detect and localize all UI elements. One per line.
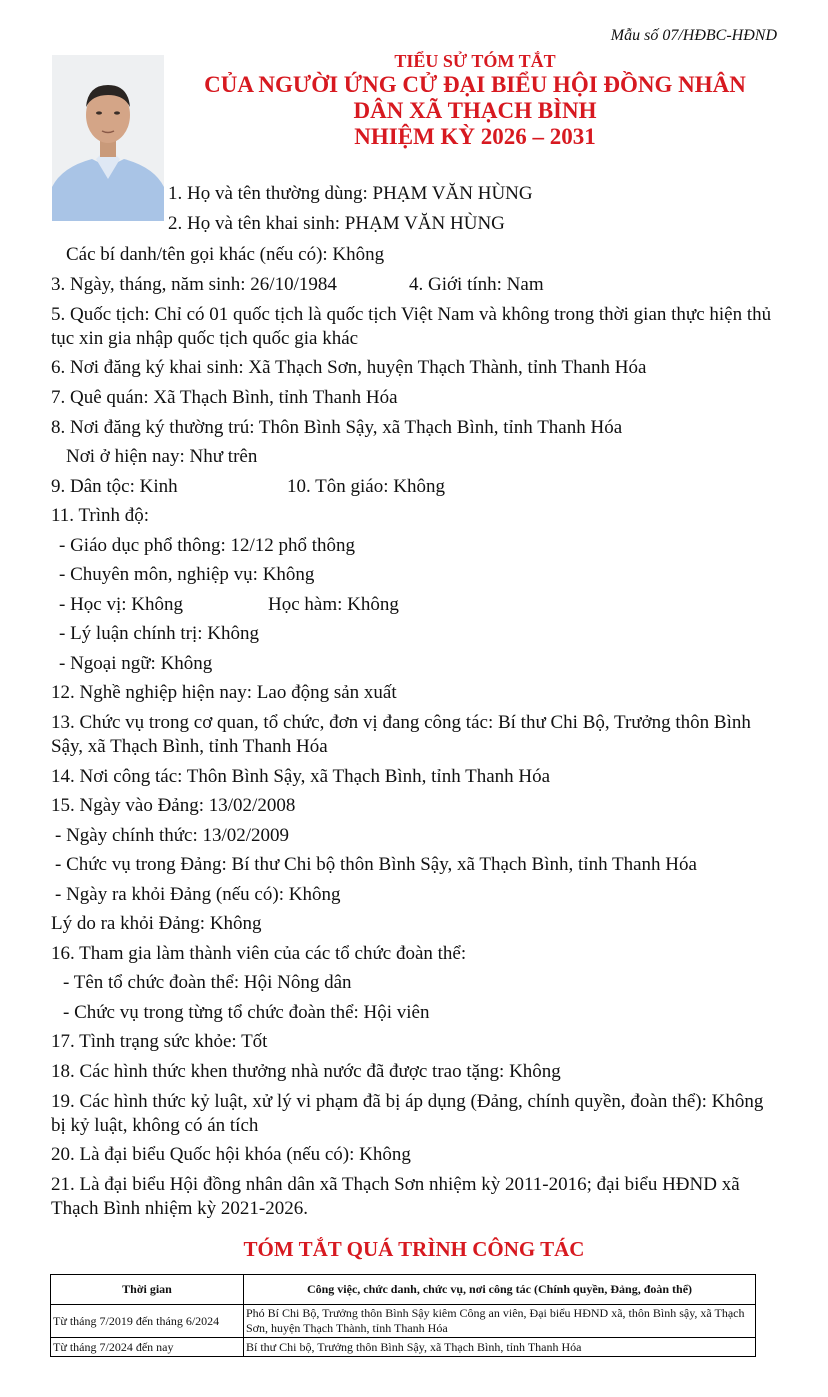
table-row: [51, 1305, 756, 1338]
field-birth-name: 2. Họ và tên khai sinh: PHẠM VĂN HÙNG: [168, 213, 505, 234]
field-specialization: - Chuyên môn, nghiệp vụ: Không: [59, 564, 315, 585]
field-degree: - Học vị: Không: [59, 594, 184, 615]
field-gender: 4. Giới tính: Nam: [409, 274, 544, 295]
candidate-photo: [52, 55, 164, 221]
field-aliases: Các bí danh/tên gọi khác (nếu có): Không: [66, 244, 385, 265]
table-row: [51, 1338, 756, 1357]
field-hometown: 7. Quê quán: Xã Thạch Bình, tỉnh Thanh Hóa: [51, 387, 398, 408]
field-party-entry-date: 15. Ngày vào Đảng: 13/02/2008: [51, 795, 296, 816]
field-birth-date: 3. Ngày, tháng, năm sinh: 26/10/1984: [51, 274, 337, 295]
field-national-assembly: 20. Là đại biểu Quốc hội khóa (nếu có): Không: [51, 1144, 411, 1165]
field-organization-name: - Tên tổ chức đoàn thể: Hội Nông dân: [63, 972, 352, 993]
cell-job: Bí thư Chi bộ, Trưởng thôn Bình Sậy, xã Thạch Bình, tỉnh Thanh Hóa: [244, 1338, 756, 1357]
title-line-4: NHIỆM KỲ 2026 – 2031: [354, 124, 596, 149]
title-block: [165, 50, 785, 150]
field-party-exit-date: - Ngày ra khỏi Đảng (nếu có): Không: [55, 884, 341, 905]
field-discipline: 19. Các hình thức kỷ luật, xử lý vi phạm đã bị áp dụng (Đảng, chính quyền, đoàn thể): Không bị kỷ luật, không có án tích: [51, 1091, 764, 1136]
title-line-3: DÂN XÃ THẠCH BÌNH: [353, 98, 597, 123]
header-time: Thời gian: [51, 1275, 244, 1305]
table-header-row: [51, 1275, 756, 1305]
cell-time: Từ tháng 7/2019 đến tháng 6/2024: [51, 1305, 244, 1338]
field-political-theory: - Lý luận chính trị: Không: [59, 623, 259, 644]
field-council-member: 21. Là đại biểu Hội đồng nhân dân xã Thạch Sơn nhiệm kỳ 2011-2016; đại biểu HĐND xã Thạch Bình nhiệm kỳ 2021-2026.: [51, 1174, 740, 1219]
field-occupation: 12. Nghề nghiệp hiện nay: Lao động sản xuất: [51, 682, 397, 703]
field-party-position: - Chức vụ trong Đảng: Bí thư Chi bộ thôn Bình Sậy, xã Thạch Bình, tỉnh Thanh Hóa: [55, 854, 697, 875]
field-birth-registration: 6. Nơi đăng ký khai sinh: Xã Thạch Sơn, huyện Thạch Thành, tỉnh Thanh Hóa: [51, 357, 647, 378]
field-academic-title: Học hàm: Không: [268, 594, 399, 615]
work-history-title: TÓM TẮT QUÁ TRÌNH CÔNG TÁC: [243, 1237, 585, 1261]
field-health: 17. Tình trạng sức khỏe: Tốt: [51, 1031, 268, 1052]
cell-job: Phó Bí Chi Bộ, Trưởng thôn Bình Sậy kiêm Công an viên, Đại biểu HĐND xã, thôn Bình sậy, xã Thạch Sơn, huyện Thạch Thành, tỉnh Thanh Hóa: [244, 1305, 756, 1338]
title-line-1: TIỂU SỬ TÓM TẮT: [394, 51, 556, 71]
field-religion: 10. Tôn giáo: Không: [287, 476, 445, 497]
field-current-residence: Nơi ở hiện nay: Như trên: [66, 446, 258, 467]
portrait-image: [52, 55, 164, 221]
field-common-name: 1. Họ và tên thường dùng: PHẠM VĂN HÙNG: [168, 183, 533, 204]
work-history-table: [50, 1274, 756, 1357]
title-line-2: CỦA NGƯỜI ỨNG CỬ ĐẠI BIỂU HỘI ĐỒNG NHÂN: [204, 72, 746, 97]
field-organizations: 16. Tham gia làm thành viên của các tổ chức đoàn thể:: [51, 943, 467, 964]
field-permanent-residence: 8. Nơi đăng ký thường trú: Thôn Bình Sậy, xã Thạch Bình, tỉnh Thanh Hóa: [51, 417, 623, 438]
field-party-exit-reason: Lý do ra khỏi Đảng: Không: [51, 913, 262, 934]
field-awards: 18. Các hình thức khen thưởng nhà nước đã được trao tặng: Không: [51, 1061, 561, 1082]
field-workplace: 14. Nơi công tác: Thôn Bình Sậy, xã Thạch Bình, tỉnh Thanh Hóa: [51, 766, 551, 787]
header-job: Công việc, chức danh, chức vụ, nơi công tác (Chính quyền, Đảng, đoàn thể): [244, 1275, 756, 1305]
field-organization-role: - Chức vụ trong từng tổ chức đoàn thể: Hội viên: [63, 1002, 430, 1023]
field-foreign-language: - Ngoại ngữ: Không: [59, 653, 213, 674]
field-nationality: 5. Quốc tịch: Chỉ có 01 quốc tịch là quốc tịch Việt Nam và không trong thời gian thực hiện thủ tục xin gia nhập quốc tịch quốc gia khác: [51, 304, 772, 349]
field-position: 13. Chức vụ trong cơ quan, tổ chức, đơn vị đang công tác: Bí thư Chi Bộ, Trưởng thôn Bình Sậy, xã Thạch Bình, tỉnh Thanh Hóa: [51, 712, 751, 757]
cell-time: Từ tháng 7/2024 đến nay: [51, 1338, 244, 1357]
field-general-education: - Giáo dục phổ thông: 12/12 phổ thông: [59, 535, 356, 556]
field-party-official-date: - Ngày chính thức: 13/02/2009: [55, 825, 290, 846]
form-code: Mẫu số 07/HĐBC-HĐND: [610, 27, 777, 44]
field-ethnicity: 9. Dân tộc: Kinh: [51, 476, 178, 497]
field-education-heading: 11. Trình độ:: [51, 505, 150, 526]
